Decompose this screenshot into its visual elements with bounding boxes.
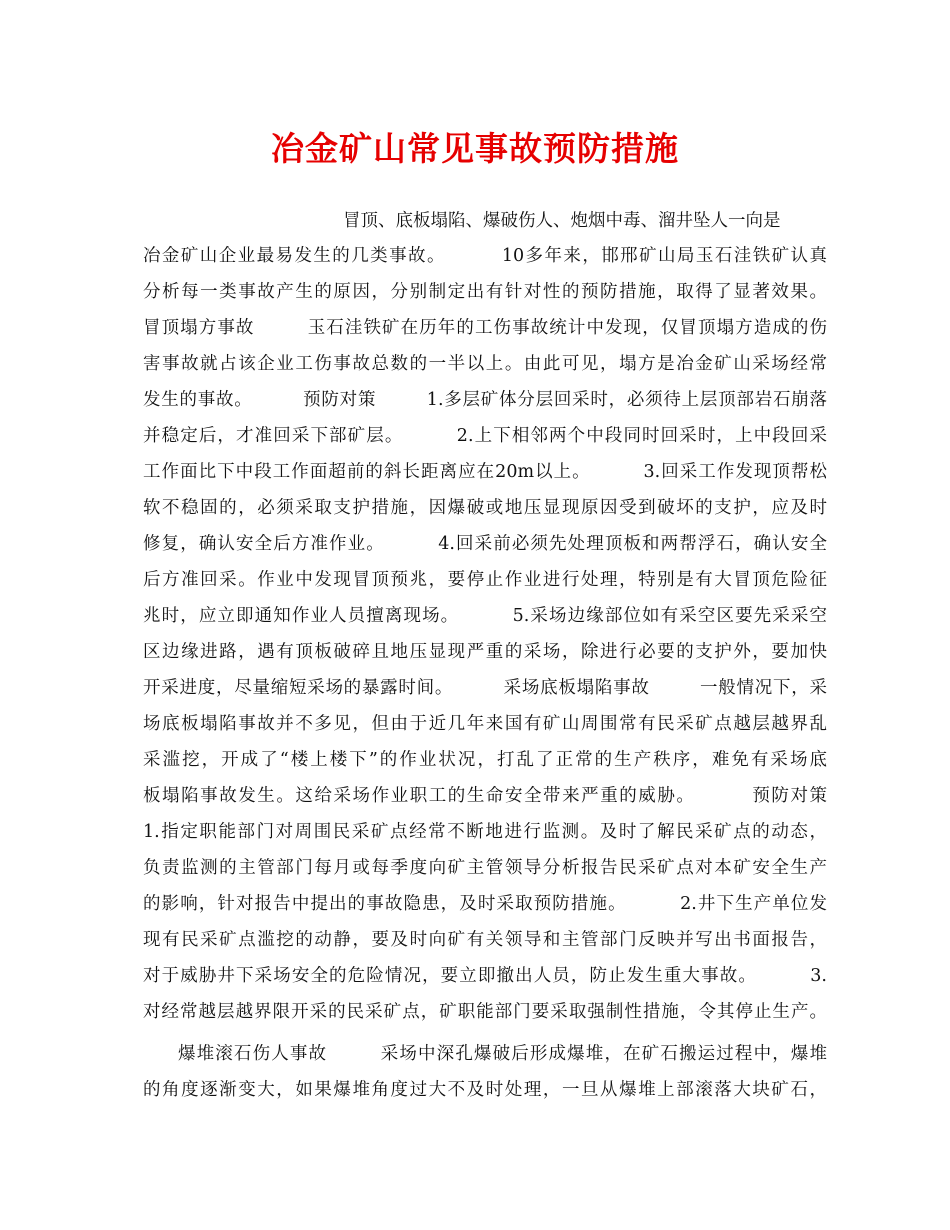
text-line: 开采进度，尽量缩短采场的暴露时间。 采场底板塌陷事故 一般情况下，采 bbox=[143, 678, 827, 698]
text-line: 1.指定职能部门对周围民采矿点经常不断地进行监测。及时了解民采矿点的动态， bbox=[143, 822, 827, 842]
text-line: 后方准回采。作业中发现冒顶预兆，要停止作业进行处理，特别是有大冒顶危险征 bbox=[143, 570, 827, 590]
text-line: 的影响，针对报告中提出的事故隐患，及时采取预防措施。 2.井下生产单位发 bbox=[143, 894, 827, 914]
text-line: 兆时，应立即通知作业人员擅离现场。 5.采场边缘部位如有采空区要先采采空 bbox=[143, 606, 827, 626]
text-line: 修复，确认安全后方准作业。 4.回采前必须先处理顶板和两帮浮石，确认安全 bbox=[143, 534, 827, 554]
text-line: 区边缘进路，遇有顶板破碎且地压显现严重的采场，除进行必要的支护外，要加快 bbox=[143, 642, 827, 662]
text-line: 现有民采矿点滥挖的动静，要及时向矿有关领导和主管部门反映并写出书面报告， bbox=[143, 930, 827, 950]
text-line: 分析每一类事故产生的原因，分别制定出有针对性的预防措施，取得了显著效果。 bbox=[143, 282, 827, 302]
text-line: 的角度逐渐变大，如果爆堆角度过大不及时处理，一旦从爆堆上部滚落大块矿石， bbox=[143, 1080, 827, 1100]
text-line: 对于威胁井下采场安全的危险情况，要立即撤出人员，防止发生重大事故。 3. bbox=[143, 966, 827, 986]
text-line: 害事故就占该企业工伤事故总数的一半以上。由此可见，塌方是冶金矿山采场经常 bbox=[143, 354, 827, 374]
text-line: 冒顶塌方事故 玉石洼铁矿在历年的工伤事故统计中发现，仅冒顶塌方造成的伤 bbox=[143, 318, 827, 338]
text-line: 采滥挖，开成了“楼上楼下”的作业状况，打乱了正常的生产秩序，难免有采场底 bbox=[143, 750, 827, 770]
text-line: 板塌陷事故发生。这给采场作业职工的生命安全带来严重的威胁。 预防对策 bbox=[143, 786, 827, 806]
text-line: 负责监测的主管部门每月或每季度向矿主管领导分析报告民采矿点对本矿安全生产 bbox=[143, 858, 827, 878]
text-line: 软不稳固的，必须采取支护措施，因爆破或地压显现原因受到破坏的支护，应及时 bbox=[143, 498, 827, 518]
page-title: 冶金矿山常见事故预防措施 bbox=[271, 129, 679, 168]
text-line: 场底板塌陷事故并不多见，但由于近几年来国有矿山周围常有民采矿点越层越界乱 bbox=[143, 714, 827, 734]
text-line: 发生的事故。 预防对策 1.多层矿体分层回采时，必须待上层顶部岩石崩落 bbox=[143, 390, 827, 410]
text-line: 对经常越层越界限开采的民采矿点，矿职能部门要采取强制性措施，令其停止生产。 bbox=[143, 1002, 827, 1022]
text-line: 工作面比下中段工作面超前的斜长距离应在20m以上。 3.回采工作发现顶帮松 bbox=[143, 462, 827, 482]
text-line: 冒顶、底板塌陷、爆破伤人、炮烟中毒、溜井坠人一向是 bbox=[343, 211, 781, 231]
text-line: 爆堆滚石伤人事故 采场中深孔爆破后形成爆堆，在矿石搬运过程中，爆堆 bbox=[178, 1044, 827, 1064]
text-line: 冶金矿山企业最易发生的几类事故。 10多年来，邯邢矿山局玉石洼铁矿认真 bbox=[143, 246, 827, 266]
text-line: 并稳定后，才准回采下部矿层。 2.上下相邻两个中段同时回采时，上中段回采 bbox=[143, 426, 827, 446]
